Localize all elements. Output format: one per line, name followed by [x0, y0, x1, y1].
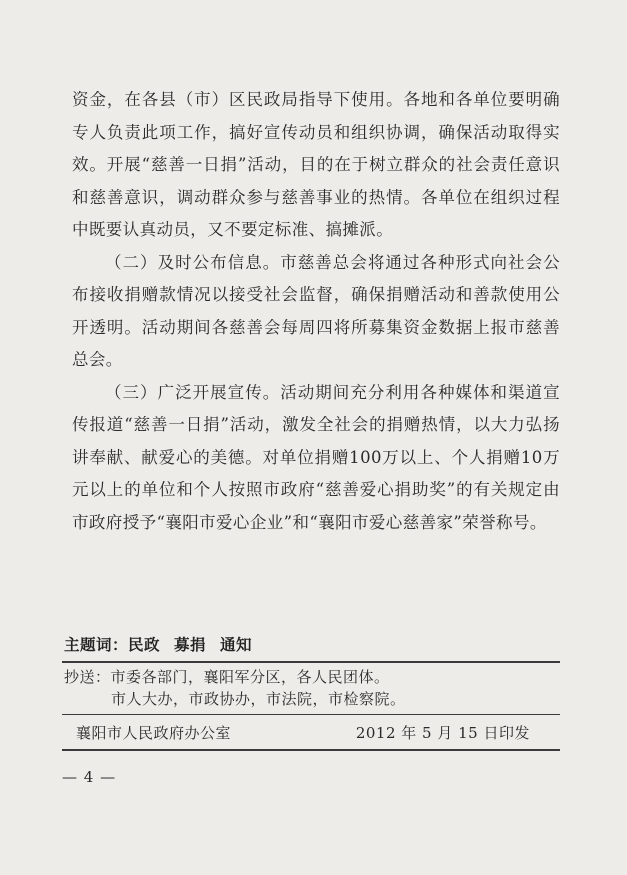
- paragraph-publicity: （三）广泛开展宣传。活动期间充分利用各种媒体和渠道宣传报道“慈善一日捐”活动，激发全社会的捐赠热情，以大力弘扬讲奉献、献爱心的美德。对单位捐赠100万以上、个人捐赠10万元以上的单位和个人按照市政府“慈善爱心捐助奖”的有关规定由市政府授予“襄阳市爱心企业”和“襄阳市爱心慈善家”荣誉称号。: [72, 382, 560, 532]
- keywords-label: 主题词：: [64, 636, 129, 654]
- cc-recipients: [62, 663, 560, 714]
- document-body: [72, 84, 560, 539]
- issuer: 襄阳市人民政府办公室: [76, 724, 232, 742]
- printing-info: [62, 715, 560, 749]
- document-footer: [62, 626, 560, 751]
- paragraph-continued: 资金，在各县（市）区民政局指导下使用。各地和各单位要明确专人负责此项工作，搞好宣传动员和组织协调，确保活动取得实效。开展“慈善一日捐”活动，目的在于树立群众的社会责任意识和慈善意识，调动群众参与慈善事业的热情。各单位在组织过程中既要认真动员，又不要定标准、搞摊派。: [72, 90, 560, 239]
- keyword: 通知: [220, 636, 253, 654]
- print-date: 2012 年 5 月 15 日印发: [355, 724, 530, 742]
- divider: [62, 749, 560, 751]
- cc-line-2: 市人大办，市政协办，市法院，市检察院。: [111, 690, 406, 708]
- paragraph-publish-info: （二）及时公布信息。市慈善总会将通过各种形式向社会公布接收捐赠款情况以接受社会监督，确保捐赠活动和善款使用公开透明。活动期间各慈善会每周四将所募集资金数据上报市慈善总会。: [72, 252, 560, 369]
- cc-line-1: 市委各部门，襄阳军分区，各人民团体。: [110, 668, 390, 686]
- page-number: — 4 —: [62, 768, 117, 786]
- cc-label: 抄送：: [64, 668, 111, 686]
- keyword: 募捐: [174, 636, 207, 654]
- keyword: 民政: [128, 636, 161, 654]
- subject-keywords: [62, 626, 560, 661]
